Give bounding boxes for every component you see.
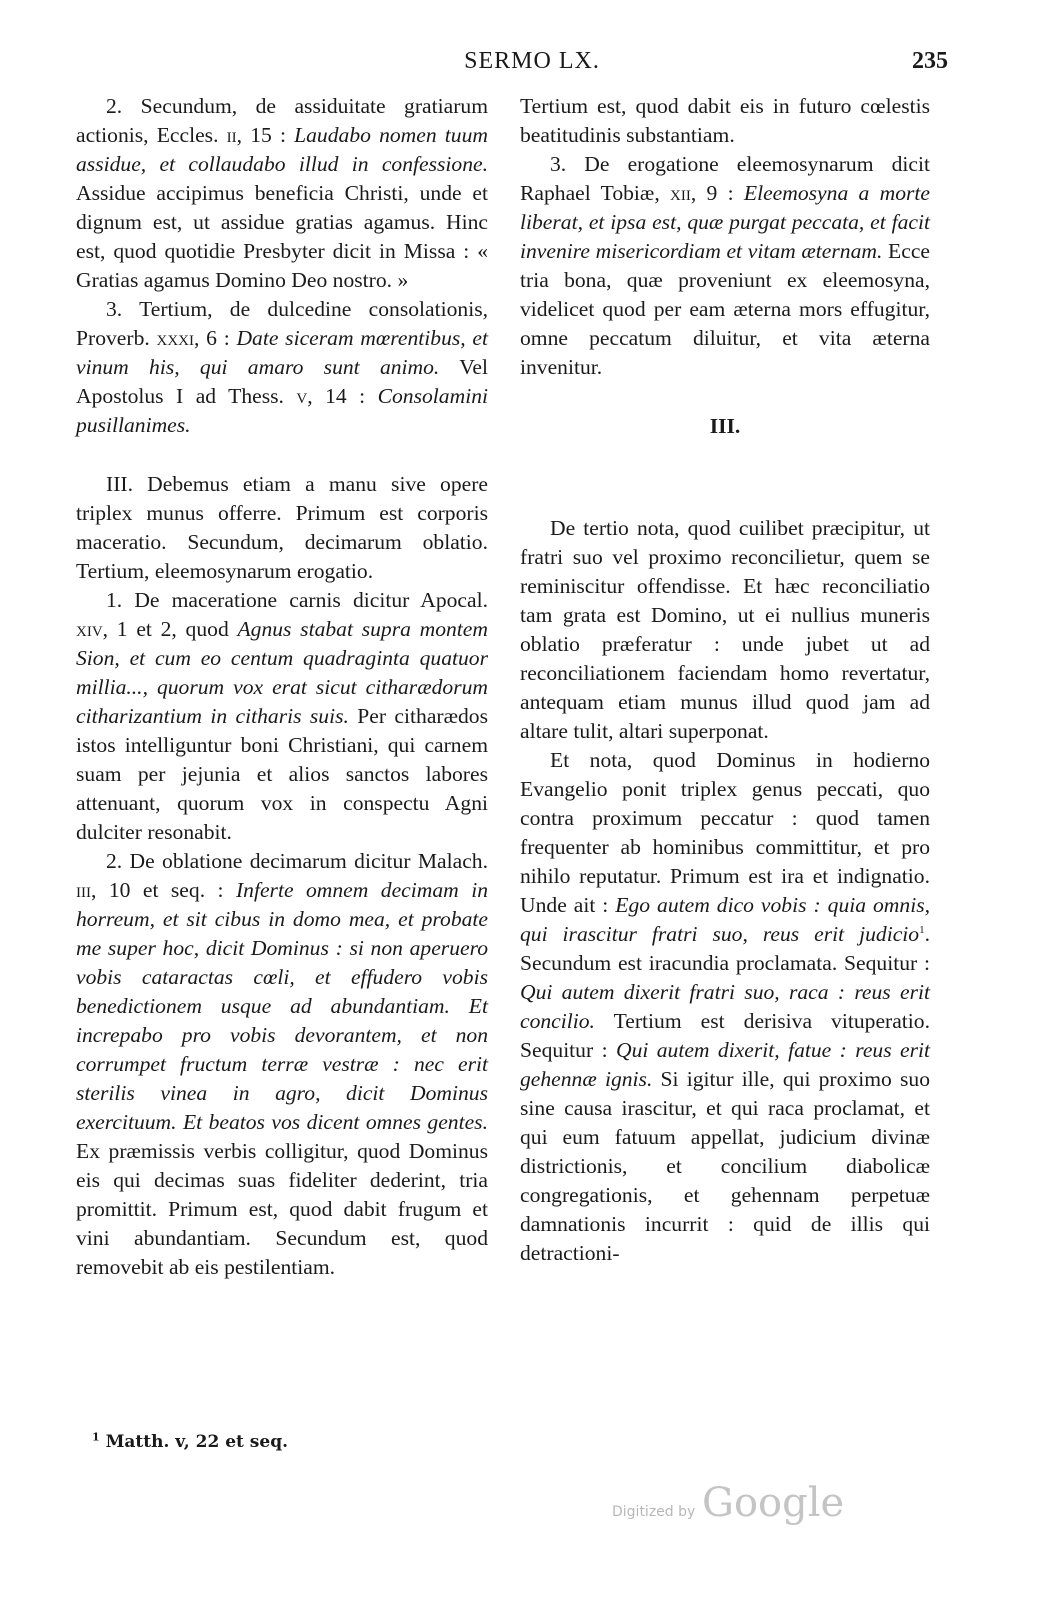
- paragraph-continuation: Tertium est, quod dabit eis in futuro cœlestis beatitudinis substantiam.: [520, 94, 930, 147]
- roman-numeral: xii: [670, 181, 691, 205]
- section-heading: III.: [709, 414, 741, 438]
- text-run: 2. De oblatione decimarum dicitur Malach.: [106, 849, 488, 873]
- footnote-marker: 1: [919, 923, 925, 936]
- text-run: Assidue accipimus beneficia Christi, unde et dignum est, ut assidue gratias agamus. Hinc est, quod quotidie Presbyter dicit in Missa : « Gratias agamus Domino Deo nostro. »: [76, 181, 488, 292]
- text-run: Ex præmissis verbis colligitur, quod Dominus eis qui decimas suas fideliter dederint, tria promittit. Primum est, quod dabit frugum et vini abundantiam. Secundum est, quod removebit ab eis pestilentiam.: [76, 1139, 488, 1279]
- spacer: [520, 382, 930, 412]
- text-run: Tertium est derisiva vituperatio. Sequitur :: [520, 1009, 930, 1062]
- text-run: , 1 et 2, quod: [102, 617, 238, 641]
- right-column: [520, 92, 930, 1268]
- text-run: 2. Secundum, de assiduitate gratiarum actionis, Eccles.: [76, 94, 488, 147]
- left-column: [76, 92, 488, 1282]
- running-header: [0, 48, 1064, 82]
- scripture-quote: Laudabo nomen tuum assidue, et collaudabo illud in confessione.: [76, 123, 488, 176]
- text-run: . Secundum est iracundia proclamata. Sequitur :: [520, 922, 930, 975]
- paragraph-consolationis: [76, 295, 488, 440]
- roman-numeral: ii: [226, 123, 237, 147]
- running-title: SERMO LX.: [464, 48, 600, 74]
- text-run: , 10 et seq. :: [91, 878, 236, 902]
- roman-numeral: iii: [76, 878, 91, 902]
- google-logo: Google: [702, 1480, 845, 1526]
- footnote-text: Matth. v, 22 et seq.: [99, 1432, 288, 1452]
- text-run: 3. De erogatione eleemosynarum dicit Raphael Tobiæ,: [520, 152, 930, 205]
- text-run: Ecce tria bona, quæ proveniunt ex eleemosyna, videlicet quod per eam æterna mors effugitur, omne peccatum diluitur, et vita æterna invenitur.: [520, 239, 931, 379]
- digitized-watermark: [612, 1480, 845, 1530]
- paragraph-triplex-peccatum: [520, 746, 930, 1268]
- paragraph-maceratio: [76, 586, 488, 847]
- roman-numeral: xiv: [76, 617, 103, 641]
- paragraph-eleemosyna: [520, 150, 930, 382]
- scripture-quote: Qui autem dixerit, fatue : reus erit gehennæ ignis.: [520, 1038, 930, 1091]
- roman-numeral: v: [296, 384, 308, 408]
- text-run: , 15 :: [236, 123, 295, 147]
- text-run: , 9 :: [690, 181, 744, 205]
- scripture-quote: Eleemosyna a morte liberat, et ipsa est, quæ purgat peccata, et facit invenire misericordiam et vitam æternam.: [520, 181, 930, 263]
- spacer: [520, 470, 930, 514]
- scripture-quote: Qui autem dixerit fratri suo, raca : reus erit concilio.: [520, 980, 930, 1033]
- spacer: [76, 440, 488, 470]
- text-run: 1. De maceratione carnis dicitur Apocal.: [106, 588, 488, 612]
- text-run: , 14 :: [307, 384, 378, 408]
- scripture-quote: Date siceram mœrentibus, et vinum his, qui amaro sunt animo.: [76, 326, 488, 379]
- page-number: 235: [912, 48, 948, 74]
- paragraph-reconciliatio: De tertio nota, quod cuilibet præcipitur, ut fratri suo vel proximo reconcilietur, quem se reminiscitur offendisse. Et hæc reconciliatio tam grata est Domino, ut ei nullius muneris oblatio præferatur : unde jubet ut ad reconciliationem faciendam homo revertatur, antequam etiam munus illud quod jam ad altare tulit, altari superponat.: [520, 516, 930, 743]
- text-run: Per citharædos istos intelliguntur boni Christiani, qui carnem suam per jejunia et alios sanctos labores attenuant, quorum vox in conspectu Agni dulciter resonabit.: [76, 704, 488, 844]
- text-run: Vel Apostolus I ad Thess.: [76, 355, 489, 408]
- scripture-quote: Agnus stabat supra montem Sion, et cum eo centum quadraginta quatuor millia..., quorum vox erat sicut citharædorum citharizantium in citharis suis.: [76, 617, 488, 728]
- text-run: 3. Tertium, de dulcedine consolationis, Proverb.: [76, 297, 488, 350]
- scripture-quote: Inferte omnem decimam in horreum, et sit cibus in domo mea, et probate me super hoc, dicit Dominus : si non aperuero vobis cataractas cœli, et effudero vobis benedictionem usque ad abundantiam. Et increpabo pro vobis devorantem, et non corrumpet fructum terræ vestræ : nec erit sterilis vinea in agro, dicit Dominus exercituum. Et beatos vos dicent omnes gentes.: [76, 878, 488, 1134]
- watermark-small-text: Digitized by: [612, 1504, 696, 1520]
- text-run: , 6 :: [194, 326, 237, 350]
- text-run: Si igitur ille, qui proximo suo sine causa irascitur, et qui raca proclamat, et qui eum fatuum appellat, judicium divinæ districtionis, et concilium diabolicæ congregationis, et gehennam perpetuæ damnationis incurrit : quid de illis qui detractioni-: [520, 1067, 930, 1265]
- roman-numeral: xxxi: [156, 326, 195, 350]
- scripture-quote: Consolamini pusillanimes.: [76, 384, 488, 437]
- paragraph-gratiarum-actionis: [76, 92, 488, 295]
- paragraph-triplex-munus: III. Debemus etiam a manu sive opere triplex munus offerre. Primum est corporis maceratio. Secundum, decimarum oblatio. Tertium, eleemosynarum erogatio.: [76, 472, 488, 583]
- text-run: Et nota, quod Dominus in hodierno Evangelio ponit triplex genus peccati, quo contra proximum peccatur : quod tamen frequenter ab hominibus committitur, et pro nihilo reputatur. Primum est ira et indignatio. Unde ait :: [520, 748, 930, 917]
- footnote: [92, 1432, 288, 1452]
- scripture-quote: Ego autem dico vobis : quia omnis, qui irascitur fratri suo, reus erit judicio: [520, 893, 930, 946]
- paragraph-decimae: [76, 847, 488, 1282]
- footnote-mark: 1: [92, 1430, 100, 1444]
